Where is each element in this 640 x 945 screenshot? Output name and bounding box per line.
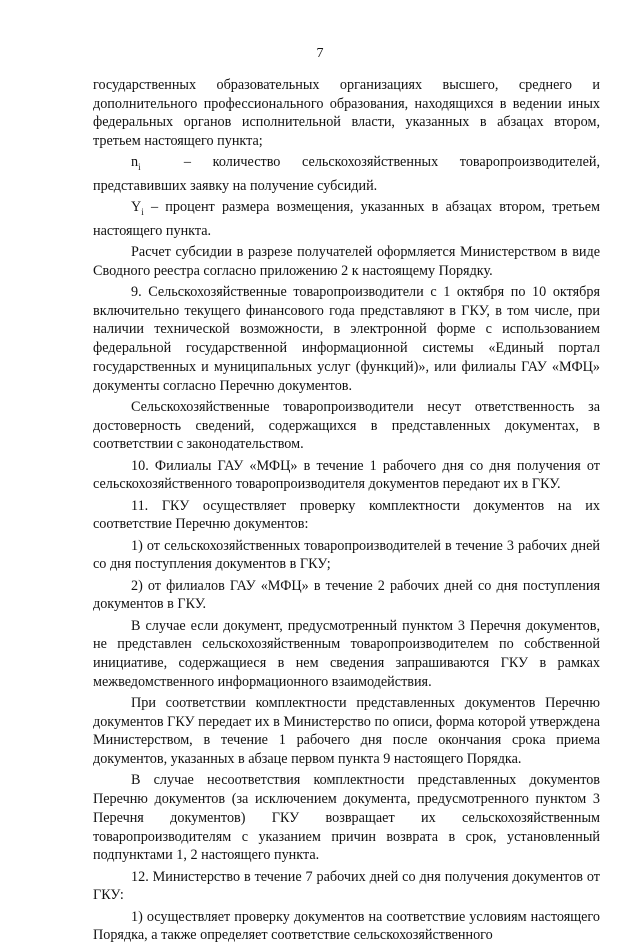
variable-n: $n_i$ <box>131 154 141 173</box>
paragraph-variable-n: $n_i$ – количество сельскохозяйственных товаропроизводителей, представивших заявку на получение субсидий. <box>93 154 601 194</box>
paragraph-item-12-1: 1) осуществляет проверку документов на соответствие условиям настоящего Порядка, а также определяет соответствие сельскохозяйственного <box>93 908 600 944</box>
paragraph-responsibility: Сельскохозяйственные товаропроизводители несут ответственность за достоверность сведений, содержащихся в представленных документах, в соответствии с законодательством. <box>93 398 600 453</box>
paragraph-subsidy-calculation: Расчет субсидии в разрезе получателей оформляется Министерством в виде Сводного реестра согласно приложению 2 к настоящему Порядку. <box>93 244 600 279</box>
paragraph-continuation: государственных образовательных организациях высшего, среднего и дополнительного профессионального образования, находящихся в ведении иных федеральных органов исполнительной власти, указанных в абзацах втором, третьем настоящего пункта; <box>93 77 600 150</box>
paragraph-item-11: 11. ГКУ осуществляет проверку комплектности документов на их соответствие Перечню документов: <box>93 497 600 533</box>
paragraph-transfer-to-ministry: При соответствии комплектности представленных документов Перечню документов ГКУ передает их в Министерство по описи, форма которой утверждена Министерством, в течение 1 рабочего дня после окончания срока приема документов, указанных в абзаце первом пункта 9 настоящего Порядка. <box>93 694 600 768</box>
paragraph-item-11-2: 2) от филиалов ГАУ «МФЦ» в течение 2 рабочих дней со дня поступления документов в ГКУ. <box>93 577 600 613</box>
paragraph-item-12: 12. Министерство в течение 7 рабочих дней со дня получения документов от ГКУ: <box>93 868 600 904</box>
paragraph-return-documents: В случае несоответствия комплектности представленных документов Перечню документов (за исключением документа, предусмотренного пунктом 3 Перечня документов) ГКУ возвращает их сельскохозяйственным товаропроизводителям с указанием причин возврата в срок, установленный подпунктами 1, 2 настоящего пункта. <box>93 772 600 864</box>
paragraph-interagency-request: В случае если документ, предусмотренный пунктом 3 Перечня документов, не представлен сельскохозяйственным товаропроизводителем по собственной инициативе, содержащиеся в нем сведения запрашиваются ГКУ в рамках межведомственного информационного взаимодействия. <box>93 617 600 690</box>
paragraph-item-11-1: 1) от сельскохозяйственных товаропроизводителей в течение 3 рабочих дней со дня поступления документов в ГКУ; <box>93 537 600 573</box>
paragraph-item-10: 10. Филиалы ГАУ «МФЦ» в течение 1 рабочего дня со дня получения от сельскохозяйственного товаропроизводителя документов передают их в ГКУ. <box>93 457 600 493</box>
variable-y: $Y_i$ <box>131 199 144 218</box>
page-number: 7 <box>316 46 324 61</box>
document-body <box>93 76 600 945</box>
paragraph-variable-y: $Y_i$ – процент размера возмещения, указанных в абзацах втором, третьем настоящего пункта. <box>93 199 601 239</box>
paragraph-item-9: 9. Сельскохозяйственные товаропроизводители с 1 октября по 10 октября включительно текущего финансового года представляют в ГКУ, в том числе, при наличии технической возможности, в электронной форме с использованием федеральной государственной информационной системы «Единый портал государственных и муниципальных услуг (функций)», или филиалы ГАУ «МФЦ» документы согласно Перечню документов. <box>93 284 600 394</box>
